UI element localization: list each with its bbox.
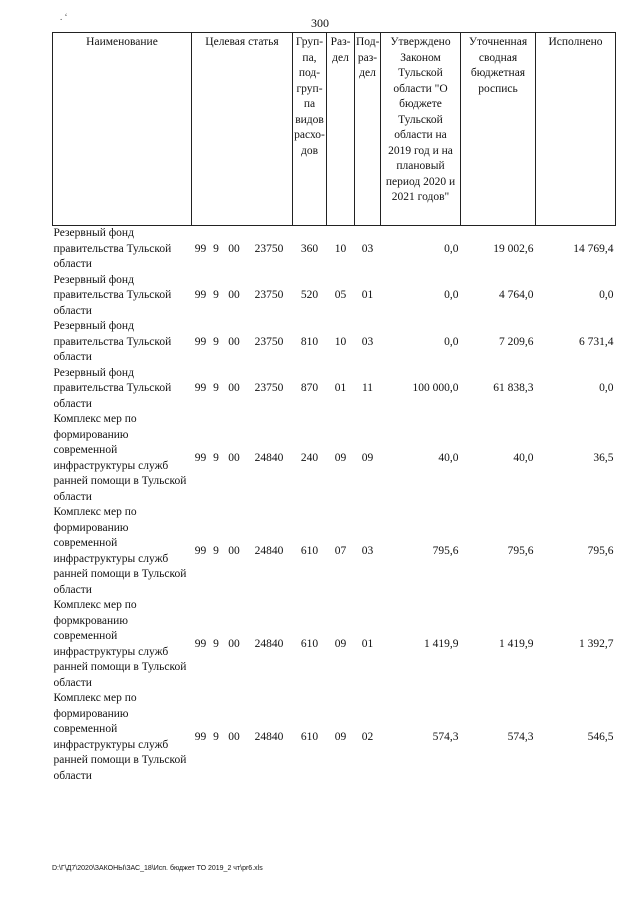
section-code: 10 xyxy=(334,335,347,348)
table-row xyxy=(53,412,616,505)
executed-amount: 36,5 xyxy=(593,451,614,464)
row-name: Комплекс мер по формированию современной инфраструктуры служб ранней помощи в Тульской области xyxy=(53,413,187,503)
subsection-code: 01 xyxy=(361,637,374,650)
header-executed: Исполнено xyxy=(536,33,616,226)
article-part-1: 99 xyxy=(194,544,207,557)
executed-amount: 795,6 xyxy=(587,544,614,557)
table-row xyxy=(53,505,616,598)
table-header-row xyxy=(53,33,616,226)
budget-table xyxy=(52,32,616,784)
section-code: 01 xyxy=(334,382,347,394)
article-part-4: 23750 xyxy=(254,289,284,301)
row-name: Резервный фонд правительства Тульской области xyxy=(53,320,172,363)
subsection-code: 03 xyxy=(361,242,374,255)
header-refined: Уточненная сводная бюджетная роспись xyxy=(461,33,536,226)
article-part-2: 9 xyxy=(213,242,219,255)
executed-amount: 546,5 xyxy=(587,730,614,743)
approved-amount: 1 419,9 xyxy=(424,637,459,650)
article-part-2: 9 xyxy=(213,637,219,650)
article-part-4: 24840 xyxy=(254,544,284,557)
expense-group: 520 xyxy=(300,289,319,301)
header-name: Наименование xyxy=(53,33,192,226)
section-code: 05 xyxy=(334,289,347,301)
expense-group: 610 xyxy=(300,544,319,557)
expense-group: 360 xyxy=(300,242,319,255)
approved-amount: 0,0 xyxy=(444,289,459,301)
section-code: 07 xyxy=(334,544,347,557)
header-group: Груп-па, под-груп-па видов расхо-дов xyxy=(293,33,327,226)
section-code: 09 xyxy=(334,637,347,650)
article-part-4: 23750 xyxy=(254,335,284,348)
article-part-1: 99 xyxy=(194,242,207,255)
article-part-2: 9 xyxy=(213,382,219,394)
table-row xyxy=(53,366,616,413)
refined-amount: 7 209,6 xyxy=(499,335,534,348)
article-part-4: 23750 xyxy=(254,382,284,394)
article-part-3: 00 xyxy=(228,382,240,394)
refined-amount: 61 838,3 xyxy=(493,382,534,394)
refined-amount: 1 419,9 xyxy=(499,637,534,650)
approved-amount: 0,0 xyxy=(444,335,459,348)
row-name: Резервный фонд правительства Тульской области xyxy=(53,227,172,270)
subsection-code: 11 xyxy=(361,382,374,394)
executed-amount: 0,0 xyxy=(599,382,614,394)
article-part-4: 24840 xyxy=(254,730,284,743)
article-part-2: 9 xyxy=(213,451,219,464)
subsection-code: 09 xyxy=(361,451,374,464)
expense-group: 810 xyxy=(300,335,319,348)
expense-group: 610 xyxy=(300,637,319,650)
article-part-4: 23750 xyxy=(254,242,284,255)
article-part-3: 00 xyxy=(228,242,240,255)
article-part-2: 9 xyxy=(213,730,219,743)
executed-amount: 1 392,7 xyxy=(579,637,614,650)
table-row xyxy=(53,319,616,366)
row-name: Комплекс мер по формированию современной инфраструктуры служб ранней помощи в Тульской области xyxy=(53,692,187,782)
header-section: Раз-дел xyxy=(327,33,355,226)
row-name: Резервный фонд правительства Тульской области xyxy=(53,273,172,317)
approved-amount: 100 000,0 xyxy=(412,382,459,394)
row-name: Комплекс мер по формкрованию современной инфраструктуры служб ранней помощи в Тульской области xyxy=(53,599,187,689)
article-part-4: 24840 xyxy=(254,637,284,650)
expense-group: 610 xyxy=(300,730,319,743)
approved-amount: 0,0 xyxy=(444,242,459,255)
expense-group: 240 xyxy=(300,451,319,464)
article-part-4: 24840 xyxy=(254,451,284,464)
header-subsection: Под-раз-дел xyxy=(355,33,381,226)
article-part-2: 9 xyxy=(213,289,219,301)
article-part-1: 99 xyxy=(194,289,207,301)
article-part-3: 00 xyxy=(228,730,240,743)
approved-amount: 574,3 xyxy=(432,730,459,743)
section-code: 10 xyxy=(334,242,347,255)
expense-group: 870 xyxy=(300,382,319,394)
refined-amount: 795,6 xyxy=(507,544,534,557)
article-part-2: 9 xyxy=(213,335,219,348)
subsection-code: 03 xyxy=(361,544,374,557)
executed-amount: 0,0 xyxy=(599,289,614,301)
subsection-code: 01 xyxy=(361,289,374,301)
approved-amount: 40,0 xyxy=(438,451,459,464)
table-row xyxy=(53,226,616,273)
table-row xyxy=(53,598,616,691)
page-number: 300 xyxy=(311,16,329,30)
row-name: Комплекс мер по формированию современной инфраструктуры служб ранней помощи в Тульской области xyxy=(53,506,187,596)
executed-amount: 14 769,4 xyxy=(573,242,614,255)
article-part-1: 99 xyxy=(194,637,207,650)
article-part-2: 9 xyxy=(213,544,219,557)
refined-amount: 574,3 xyxy=(507,730,534,743)
article-part-3: 00 xyxy=(228,637,240,650)
header-target-article: Целевая статья xyxy=(192,33,293,226)
article-part-3: 00 xyxy=(228,451,240,464)
approved-amount: 795,6 xyxy=(432,544,459,557)
table-row xyxy=(53,273,616,320)
refined-amount: 4 764,0 xyxy=(499,289,534,301)
section-code: 09 xyxy=(334,730,347,743)
table-row xyxy=(53,691,616,784)
article-part-3: 00 xyxy=(228,544,240,557)
subsection-code: 03 xyxy=(361,335,374,348)
article-part-1: 99 xyxy=(194,382,207,394)
article-part-3: 00 xyxy=(228,289,240,301)
refined-amount: 19 002,6 xyxy=(493,242,534,255)
article-part-1: 99 xyxy=(194,335,207,348)
header-approved: Утверждено Законом Тульской области "О бюджете Тульской области на 2019 год и на плановый период 2020 и 2021 годов" xyxy=(381,33,461,226)
subsection-code: 02 xyxy=(361,730,374,743)
file-path-footer: D:\Г\Д7\2020\ЗАКОНЫ\ЗАС_18\Исп. бюджет ТО 2019_2 чт\pr6.xls xyxy=(52,865,263,872)
section-code: 09 xyxy=(334,451,347,464)
refined-amount: 40,0 xyxy=(513,451,534,464)
row-name: Резервный фонд правительства Тульской области xyxy=(53,366,172,410)
article-part-3: 00 xyxy=(228,335,240,348)
executed-amount: 6 731,4 xyxy=(579,335,614,348)
scan-mark: . ‘ xyxy=(60,12,68,22)
article-part-1: 99 xyxy=(194,730,207,743)
article-part-1: 99 xyxy=(194,451,207,464)
